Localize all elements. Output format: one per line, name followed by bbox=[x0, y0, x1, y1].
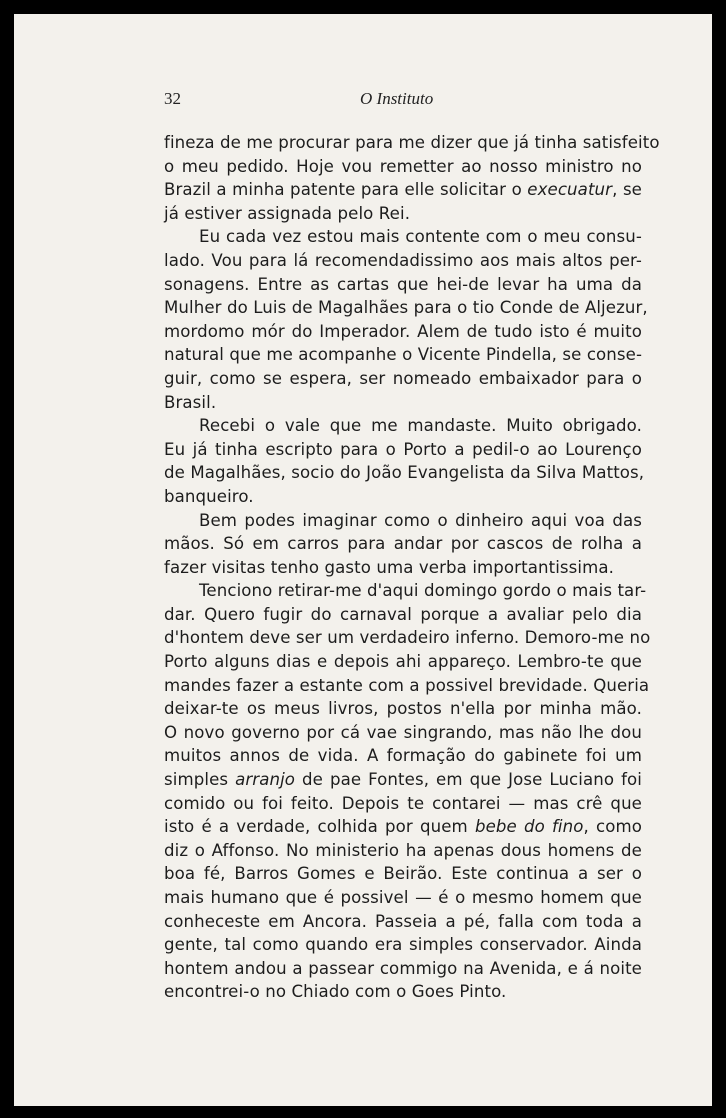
text-line: o meu pedido. Hoje vou remetter ao nosso ministro no bbox=[164, 156, 642, 176]
text-line: hontem andou a passear commigo na Avenida, e á noite bbox=[164, 958, 642, 978]
text-line: Eu cada vez estou mais contente com o meu consu- bbox=[199, 227, 642, 247]
text-line: de Magalhães, socio do João Evangelista da Silva Mattos, bbox=[164, 463, 645, 483]
text-line: comido ou foi feito. Depois te contarei — mas crê que bbox=[164, 793, 642, 813]
text-line: fazer visitas tenho gasto uma verba importantissima. bbox=[164, 557, 615, 577]
text-line: Mulher do Luis de Magalhães para o tio Conde de Aljezur, bbox=[164, 298, 648, 318]
text-line: Bem podes imaginar como o dinheiro aqui voa das bbox=[199, 510, 642, 530]
page-header bbox=[164, 89, 664, 115]
text-line: conheceste em Ancora. Passeia a pé, falla com toda a bbox=[164, 911, 642, 931]
page-number: 32 bbox=[164, 89, 181, 108]
text-line: deixar-te os meus livros, postos n'ella por minha mão. bbox=[164, 699, 642, 719]
text-line: já estiver assignada pelo Rei. bbox=[164, 203, 411, 223]
text-line: Porto alguns dias e depois ahi appareço. Lembro-te que bbox=[164, 652, 642, 672]
text-line: banqueiro. bbox=[164, 486, 254, 506]
text-line: mãos. Só em carros para andar por cascos de rolha a bbox=[164, 534, 642, 554]
body-text bbox=[164, 131, 660, 1004]
text-line: gente, tal como quando era simples conservador. Ainda bbox=[164, 935, 642, 955]
text-line: Tenciono retirar-me d'aqui domingo gordo o mais tar- bbox=[199, 581, 647, 601]
text-line: O novo governo por cá vae singrando, mas não lhe dou bbox=[164, 722, 642, 742]
text-line: mordomo mór do Imperador. Alem de tudo isto é muito bbox=[164, 321, 642, 341]
text-line: dar. Quero fugir do carnaval porque a avaliar pelo dia bbox=[164, 604, 642, 624]
text-line: lado. Vou para lá recomendadissimo aos mais altos per- bbox=[164, 250, 642, 270]
text-line: simples arranjo de pae Fontes, em que Jose Luciano foi bbox=[164, 770, 642, 790]
text-line: sonagens. Entre as cartas que hei-de levar ha uma da bbox=[164, 274, 642, 294]
text-line: d'hontem deve ser um verdadeiro inferno. Demoro-me no bbox=[164, 628, 651, 648]
text-line: isto é a verdade, colhida por quem bebe do fino, como bbox=[164, 817, 642, 837]
text-line: Eu já tinha escripto para o Porto a pedil-o ao Lourenço bbox=[164, 439, 642, 459]
text-line: boa fé, Barros Gomes e Beirão. Este continua a ser o bbox=[164, 864, 642, 884]
text-line: natural que me acompanhe o Vicente Pindella, se conse- bbox=[164, 345, 643, 365]
text-line: mais humano que é possivel — é o mesmo homem que bbox=[164, 888, 642, 907]
text-line: Brasil. bbox=[164, 392, 217, 412]
book-page bbox=[14, 14, 712, 1106]
running-title: O Instituto bbox=[360, 89, 434, 108]
text-line: Brazil a minha patente para elle solicitar o execuatur, se bbox=[164, 180, 642, 200]
text-line: diz o Affonso. No ministerio ha apenas dous homens de bbox=[164, 840, 642, 860]
text-line: encontrei-o no Chiado com o Goes Pinto. bbox=[164, 982, 507, 1002]
text-line: fineza de me procurar para me dizer que já tinha satisfeito bbox=[164, 133, 660, 152]
text-line: Recebi o vale que me mandaste. Muito obrigado. bbox=[199, 416, 642, 436]
text-line: mandes fazer a estante com a possivel brevidade. Queria bbox=[164, 675, 650, 695]
text-line: guir, como se espera, ser nomeado embaixador para o bbox=[164, 368, 642, 388]
text-line: muitos annos de vida. A formação do gabinete foi um bbox=[164, 746, 642, 766]
